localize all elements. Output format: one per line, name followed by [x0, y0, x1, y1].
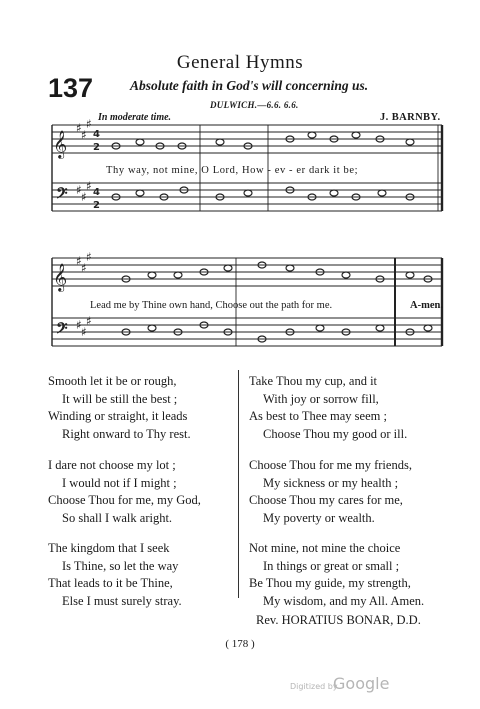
verse-left-2 — [48, 457, 201, 527]
svg-text:𝄢: 𝄢 — [56, 185, 68, 206]
svg-text:𝄢: 𝄢 — [56, 320, 68, 341]
verse-line: Take Thou my cup, and it — [249, 374, 378, 388]
watermark-prefix: Digitized by — [290, 682, 338, 691]
verse-line: Right onward to Thy rest. — [62, 426, 191, 441]
svg-text:4: 4 — [93, 129, 100, 140]
verse-line: Smooth let it be or rough, — [48, 374, 177, 388]
author-attribution: Rev. HORATIUS BONAR, D.D. — [256, 613, 421, 627]
watermark-logo: Google — [333, 674, 390, 693]
amen-lyric: A-men. — [410, 300, 443, 311]
lyrics-line-1: Thy way, not mine, O Lord, How - ev - er dark it be; — [106, 165, 359, 176]
svg-text:♯: ♯ — [76, 183, 82, 197]
verse-line: My poverty or wealth. — [263, 510, 375, 525]
verse-line: Choose Thou for me my friends, — [249, 458, 412, 472]
verse-right-2 — [249, 457, 412, 527]
page-number: ( 178 ) — [225, 638, 255, 650]
svg-text:♯: ♯ — [86, 314, 92, 328]
svg-text:2: 2 — [93, 200, 100, 211]
tempo-marking: In moderate time. — [98, 112, 172, 123]
svg-text:𝄞: 𝄞 — [53, 263, 68, 291]
verse-line: In things or great or small ; — [263, 558, 400, 573]
music-system-1 — [0, 115, 480, 245]
svg-text:4: 4 — [93, 187, 100, 198]
svg-text:♯: ♯ — [86, 117, 92, 131]
column-divider — [238, 370, 239, 598]
verse-line: Be Thou my guide, my strength, — [249, 576, 411, 590]
verse-line: Winding or straight, it leads — [48, 409, 188, 423]
svg-text:♯: ♯ — [81, 261, 87, 275]
verse-left-3 — [48, 540, 182, 610]
verse-line: My sickness or my health ; — [263, 475, 399, 490]
svg-text:♯: ♯ — [81, 128, 87, 142]
svg-text:♯: ♯ — [76, 121, 82, 135]
verse-line: With joy or sorrow fill, — [263, 391, 379, 406]
hymn-subtitle: Absolute faith in God's will concerning us. — [130, 78, 369, 93]
verse-line: Is Thine, so let the way — [62, 558, 179, 573]
verse-line: Not mine, not mine the choice — [249, 541, 401, 555]
composer: J. BARNBY. — [380, 112, 441, 123]
verse-line: I would not if I might ; — [62, 475, 177, 490]
verse-line: It will be still the best ; — [62, 391, 178, 406]
running-title: General Hymns — [176, 52, 304, 73]
verse-line: Else I must surely stray. — [62, 593, 182, 608]
verse-line: The kingdom that I seek — [48, 541, 170, 555]
verse-line: So shall I walk aright. — [62, 510, 173, 525]
verse-left-1 — [48, 373, 191, 443]
svg-text:2: 2 — [93, 142, 100, 153]
verse-line: That leads to it be Thine, — [48, 576, 173, 590]
svg-text:♯: ♯ — [81, 190, 87, 204]
verse-right-3 — [249, 540, 424, 610]
verse-line: I dare not choose my lot ; — [48, 458, 176, 472]
verse-right-1 — [249, 373, 407, 443]
verse-line: My wisdom, and my All. Amen. — [263, 593, 425, 608]
lyrics-line-2: Lead me by Thine own hand, Choose out the path for me. — [90, 300, 333, 311]
hymn-number: 137 — [48, 73, 94, 103]
svg-text:♯: ♯ — [86, 250, 92, 264]
verse-line: Choose Thou my good or ill. — [263, 426, 408, 441]
verse-line: Choose Thou my cares for me, — [249, 493, 403, 507]
verse-line: Choose Thou for me, my God, — [48, 493, 201, 507]
svg-text:𝄞: 𝄞 — [53, 130, 68, 158]
tune-name: DULWICH.—6.6. 6.6. — [210, 100, 299, 110]
verse-line: As best to Thee may seem ; — [249, 409, 387, 423]
svg-text:♯: ♯ — [76, 254, 82, 268]
svg-text:♯: ♯ — [81, 325, 87, 339]
svg-text:♯: ♯ — [86, 179, 92, 193]
svg-text:♯: ♯ — [76, 318, 82, 332]
